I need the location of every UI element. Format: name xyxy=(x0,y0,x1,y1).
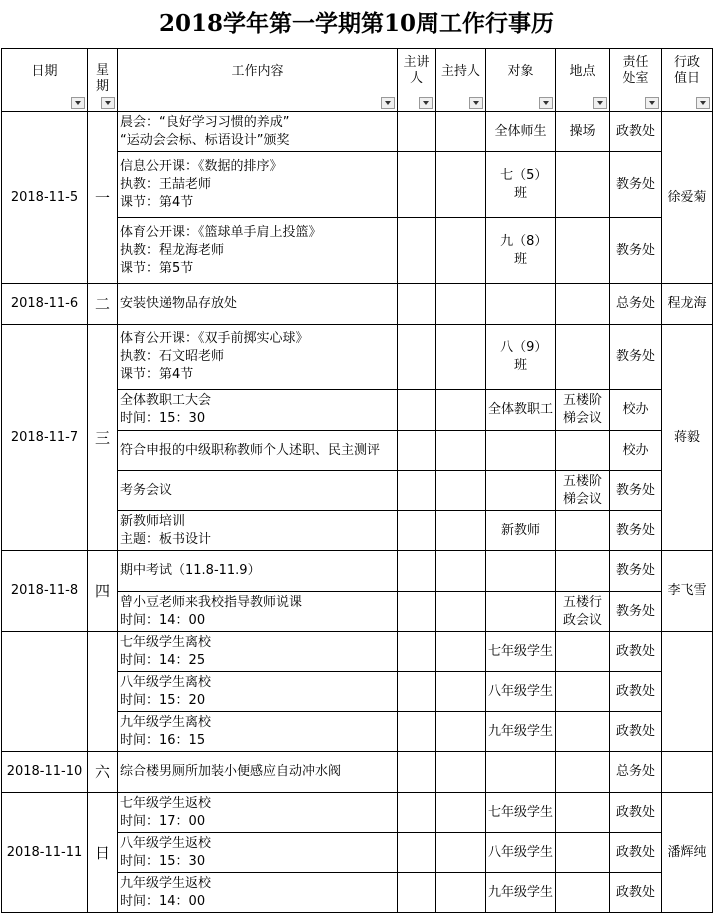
dept-cell[interactable]: 政教处 xyxy=(610,712,662,752)
location-cell[interactable]: 五楼阶梯会议 xyxy=(556,471,610,511)
content-cell[interactable] xyxy=(118,284,398,325)
duty-cell[interactable] xyxy=(662,632,713,752)
content-line: 七年级学生返校 xyxy=(120,795,212,811)
date-cell[interactable]: 2018-11-10 xyxy=(2,752,88,793)
weekday-cell[interactable]: 二 xyxy=(88,284,118,325)
location-cell[interactable] xyxy=(556,752,610,793)
audience-cell[interactable]: 八（9）班 xyxy=(486,325,556,390)
content-cell[interactable] xyxy=(118,112,398,152)
date-cell[interactable]: 2018-11-11 xyxy=(2,793,88,913)
host-cell[interactable] xyxy=(436,833,486,873)
date-cell[interactable]: 2018-11-7 xyxy=(2,325,88,551)
host-cell[interactable] xyxy=(436,632,486,672)
filter-dropdown-icon[interactable] xyxy=(419,97,433,109)
audience-cell[interactable]: 七（5）班 xyxy=(486,152,556,218)
content-line: 执教：王喆老师 xyxy=(120,176,212,192)
content-cell[interactable] xyxy=(118,632,398,672)
audience-cell[interactable]: 七年级学生 xyxy=(486,793,556,833)
weekday-cell[interactable]: 一 xyxy=(88,112,118,284)
header-location: 地点 xyxy=(556,49,610,112)
content-line: 时间：16：15 xyxy=(120,732,206,748)
content-cell[interactable] xyxy=(118,511,398,551)
content-line: 体育公开课：《双手前掷实心球》 xyxy=(120,331,309,346)
audience-cell[interactable]: 全体师生 xyxy=(486,112,556,152)
filter-dropdown-icon[interactable] xyxy=(539,97,553,109)
audience-cell[interactable] xyxy=(486,752,556,793)
content-line: 课节：第4节 xyxy=(120,194,194,210)
content-line: 八年级学生离校 xyxy=(120,674,212,690)
dept-cell[interactable]: 教务处 xyxy=(610,551,662,592)
dept-cell[interactable]: 政教处 xyxy=(610,793,662,833)
dept-cell[interactable]: 校办 xyxy=(610,390,662,431)
dept-cell[interactable]: 政教处 xyxy=(610,672,662,712)
content-line: 曾小豆老师来我校指导教师说课 xyxy=(120,594,303,610)
speaker-cell[interactable] xyxy=(398,793,436,833)
host-cell[interactable] xyxy=(436,551,486,592)
speaker-cell[interactable] xyxy=(398,390,436,431)
location-cell[interactable]: 五楼行政会议 xyxy=(556,592,610,632)
host-cell[interactable] xyxy=(436,471,486,511)
speaker-cell[interactable] xyxy=(398,431,436,471)
content-line: 考务会议 xyxy=(120,482,173,498)
content-line: 主题：板书设计 xyxy=(120,531,212,547)
audience-cell[interactable]: 九年级学生 xyxy=(486,712,556,752)
content-cell[interactable] xyxy=(118,873,398,913)
dept-cell[interactable]: 教务处 xyxy=(610,592,662,632)
date-cell[interactable] xyxy=(2,632,88,752)
audience-cell[interactable]: 九（8）班 xyxy=(486,218,556,284)
content-line: 期中考试（11.8-11.9） xyxy=(120,563,261,578)
dept-cell[interactable]: 教务处 xyxy=(610,218,662,284)
schedule-table xyxy=(1,48,713,913)
speaker-cell[interactable] xyxy=(398,592,436,632)
table-row xyxy=(2,793,713,833)
location-cell[interactable] xyxy=(556,284,610,325)
speaker-cell[interactable] xyxy=(398,471,436,511)
location-cell[interactable]: 操场 xyxy=(556,112,610,152)
host-cell[interactable] xyxy=(436,390,486,431)
host-cell[interactable] xyxy=(436,873,486,913)
filter-dropdown-icon[interactable] xyxy=(696,97,710,109)
content-line: 安装快递物品存放处 xyxy=(120,296,238,311)
content-line: 九年级学生返校 xyxy=(120,875,212,891)
header-dept: 责任处室 xyxy=(610,49,662,112)
speaker-cell[interactable] xyxy=(398,632,436,672)
speaker-cell[interactable] xyxy=(398,551,436,592)
location-cell[interactable] xyxy=(556,511,610,551)
table-row xyxy=(2,632,713,672)
content-line: 符合申报的中级职称教师个人述职、民主测评 xyxy=(120,442,381,458)
host-cell[interactable] xyxy=(436,152,486,218)
speaker-cell[interactable] xyxy=(398,152,436,218)
speaker-cell[interactable] xyxy=(398,511,436,551)
filter-dropdown-icon[interactable] xyxy=(71,97,85,109)
weekday-cell[interactable]: 四 xyxy=(88,551,118,632)
location-cell[interactable] xyxy=(556,632,610,672)
audience-cell[interactable] xyxy=(486,431,556,471)
audience-cell[interactable]: 全体教职工 xyxy=(486,390,556,431)
header-host: 主持人 xyxy=(436,49,486,112)
duty-cell[interactable]: 潘辉纯 xyxy=(662,793,713,913)
content-line: 时间：14：00 xyxy=(120,893,206,909)
dept-cell[interactable]: 政教处 xyxy=(610,632,662,672)
location-cell[interactable] xyxy=(556,712,610,752)
filter-dropdown-icon[interactable] xyxy=(101,97,115,109)
content-cell[interactable] xyxy=(118,431,398,471)
location-cell[interactable] xyxy=(556,793,610,833)
dept-cell[interactable]: 政教处 xyxy=(610,833,662,873)
host-cell[interactable] xyxy=(436,793,486,833)
dept-cell[interactable]: 教务处 xyxy=(610,511,662,551)
content-line: 时间：15：30 xyxy=(120,411,206,426)
content-line: 九年级学生离校 xyxy=(120,714,212,730)
duty-cell[interactable] xyxy=(662,752,713,793)
content-line: 课节：第4节 xyxy=(120,367,194,382)
header-weekday: 星期 xyxy=(88,49,118,112)
dept-cell[interactable]: 政教处 xyxy=(610,112,662,152)
dept-cell[interactable]: 总务处 xyxy=(610,284,662,325)
content-line: 晨会：“良好学习习惯的养成” xyxy=(120,114,290,130)
content-line: 综合楼男厕所加装小便感应自动冲水阀 xyxy=(120,764,342,779)
table-row xyxy=(2,325,713,390)
content-line: 八年级学生返校 xyxy=(120,835,212,851)
dept-cell[interactable]: 总务处 xyxy=(610,752,662,793)
location-cell[interactable] xyxy=(556,431,610,471)
dept-cell[interactable]: 校办 xyxy=(610,431,662,471)
content-line: 新教师培训 xyxy=(120,513,186,529)
header-duty: 行政值日 xyxy=(662,49,713,112)
audience-cell[interactable]: 九年级学生 xyxy=(486,873,556,913)
audience-cell[interactable]: 八年级学生 xyxy=(486,833,556,873)
duty-cell[interactable]: 李飞雪 xyxy=(662,551,713,632)
content-line: 课节：第5节 xyxy=(120,260,194,276)
content-cell[interactable] xyxy=(118,752,398,793)
speaker-cell[interactable] xyxy=(398,218,436,284)
speaker-cell[interactable] xyxy=(398,752,436,793)
audience-cell[interactable] xyxy=(486,471,556,511)
content-cell[interactable] xyxy=(118,551,398,592)
weekday-cell[interactable]: 三 xyxy=(88,325,118,551)
header-date: 日期 xyxy=(2,49,88,112)
filter-dropdown-icon[interactable] xyxy=(469,97,483,109)
dept-cell[interactable]: 教务处 xyxy=(610,152,662,218)
content-line: 时间：14：00 xyxy=(120,612,206,628)
content-cell[interactable] xyxy=(118,471,398,511)
content-cell[interactable] xyxy=(118,592,398,632)
content-cell[interactable] xyxy=(118,152,398,218)
content-line: 全体教职工大会 xyxy=(120,393,212,408)
date-cell[interactable]: 2018-11-5 xyxy=(2,112,88,284)
speaker-cell[interactable] xyxy=(398,284,436,325)
dept-cell[interactable]: 教务处 xyxy=(610,471,662,511)
header-speaker: 主讲人 xyxy=(398,49,436,112)
speaker-cell[interactable] xyxy=(398,833,436,873)
content-line: 七年级学生离校 xyxy=(120,634,212,650)
date-cell[interactable]: 2018-11-6 xyxy=(2,284,88,325)
host-cell[interactable] xyxy=(436,752,486,793)
dept-cell[interactable]: 教务处 xyxy=(610,325,662,390)
location-cell[interactable] xyxy=(556,551,610,592)
filter-dropdown-icon[interactable] xyxy=(645,97,659,109)
content-line: 时间：14：25 xyxy=(120,652,206,668)
header-content: 工作内容 xyxy=(118,49,398,112)
location-cell[interactable] xyxy=(556,833,610,873)
content-cell[interactable] xyxy=(118,793,398,833)
filter-dropdown-icon[interactable] xyxy=(381,97,395,109)
content-line: “运动会会标、标语设计”颁奖 xyxy=(120,132,290,148)
audience-cell[interactable] xyxy=(486,592,556,632)
date-cell[interactable]: 2018-11-8 xyxy=(2,551,88,632)
host-cell[interactable] xyxy=(436,672,486,712)
host-cell[interactable] xyxy=(436,218,486,284)
content-line: 时间：15：20 xyxy=(120,692,206,708)
host-cell[interactable] xyxy=(436,112,486,152)
host-cell[interactable] xyxy=(436,511,486,551)
location-cell[interactable] xyxy=(556,873,610,913)
dept-cell[interactable]: 政教处 xyxy=(610,873,662,913)
location-cell[interactable]: 五楼阶梯会议 xyxy=(556,390,610,431)
speaker-cell[interactable] xyxy=(398,672,436,712)
content-cell[interactable] xyxy=(118,325,398,390)
location-cell[interactable] xyxy=(556,672,610,712)
content-line: 时间：17：00 xyxy=(120,813,206,829)
table-row xyxy=(2,112,713,152)
host-cell[interactable] xyxy=(436,712,486,752)
audience-cell[interactable]: 新教师 xyxy=(486,511,556,551)
content-line: 时间：15：30 xyxy=(120,853,206,869)
weekday-cell[interactable] xyxy=(88,632,118,752)
duty-cell[interactable]: 程龙海 xyxy=(662,284,713,325)
content-line: 执教：程龙海老师 xyxy=(120,242,225,258)
content-cell[interactable] xyxy=(118,672,398,712)
host-cell[interactable] xyxy=(436,592,486,632)
table-row xyxy=(2,551,713,592)
weekday-cell[interactable]: 日 xyxy=(88,793,118,913)
table-row xyxy=(2,284,713,325)
content-line: 体育公开课：《篮球单手肩上投篮》 xyxy=(120,224,322,240)
speaker-cell[interactable] xyxy=(398,112,436,152)
host-cell[interactable] xyxy=(436,431,486,471)
location-cell[interactable] xyxy=(556,218,610,284)
duty-cell[interactable]: 徐爱菊 xyxy=(662,112,713,284)
content-line: 执教：石文昭老师 xyxy=(120,349,225,364)
audience-cell[interactable]: 八年级学生 xyxy=(486,672,556,712)
header-audience: 对象 xyxy=(486,49,556,112)
content-cell[interactable] xyxy=(118,712,398,752)
speaker-cell[interactable] xyxy=(398,712,436,752)
speaker-cell[interactable] xyxy=(398,325,436,390)
audience-cell[interactable]: 七年级学生 xyxy=(486,632,556,672)
content-cell[interactable] xyxy=(118,390,398,431)
weekday-cell[interactable]: 六 xyxy=(88,752,118,793)
filter-dropdown-icon[interactable] xyxy=(593,97,607,109)
table-row xyxy=(2,752,713,793)
location-cell[interactable] xyxy=(556,325,610,390)
host-cell[interactable] xyxy=(436,284,486,325)
page-title: 2018学年第一学期第10周工作行事历 xyxy=(158,10,555,37)
speaker-cell[interactable] xyxy=(398,873,436,913)
content-line: 信息公开课：《数据的排序》 xyxy=(120,158,283,174)
audience-cell[interactable] xyxy=(486,284,556,325)
content-cell[interactable] xyxy=(118,218,398,284)
location-cell[interactable] xyxy=(556,152,610,218)
content-cell[interactable] xyxy=(118,833,398,873)
audience-cell[interactable] xyxy=(486,551,556,592)
host-cell[interactable] xyxy=(436,325,486,390)
duty-cell[interactable]: 蒋毅 xyxy=(662,325,713,551)
header-row xyxy=(2,49,713,112)
